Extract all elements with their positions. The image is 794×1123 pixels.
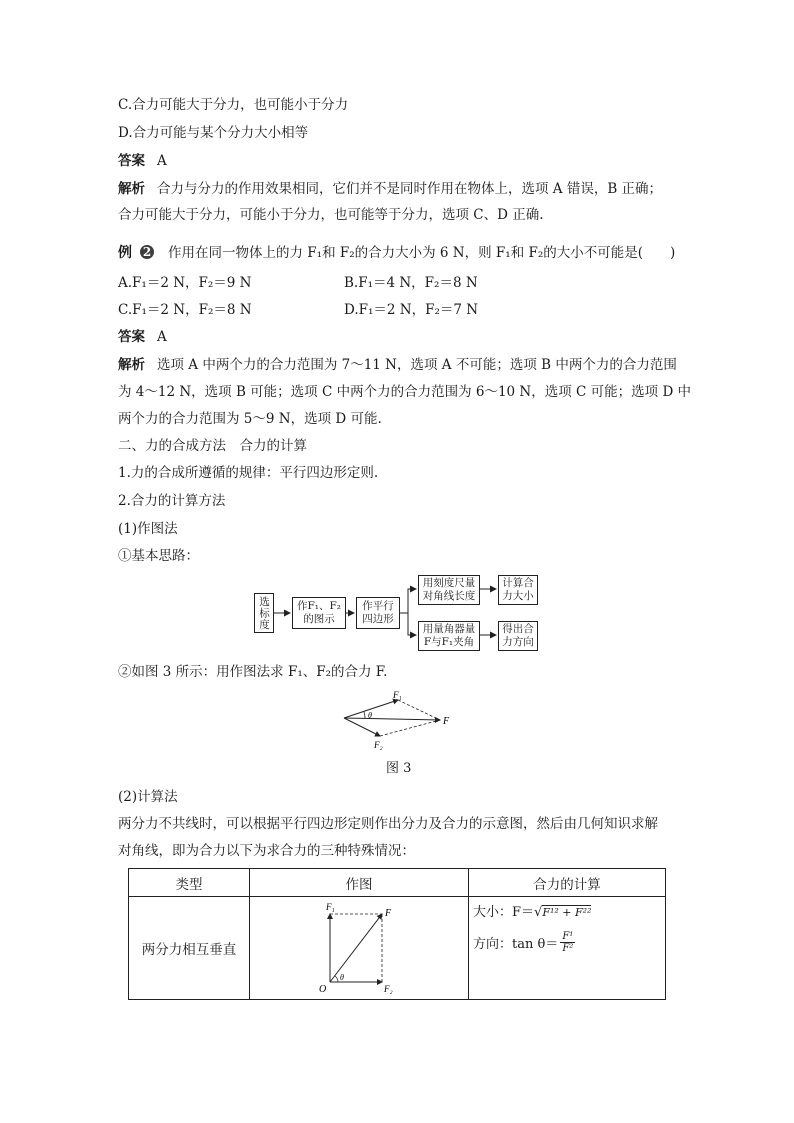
table-row: [129, 897, 666, 1000]
analysis-1-line-1: [118, 180, 662, 198]
table-header-row: [129, 869, 666, 897]
figure3-f-label: F: [443, 716, 450, 727]
option-c2: C.F₁＝2 N，F₂＝8 N: [118, 302, 252, 318]
flow-box-text: 力方向: [502, 636, 534, 648]
answer-value: A: [157, 329, 167, 345]
flowchart: [250, 575, 560, 655]
example-label: 例: [118, 245, 132, 261]
magnitude-label: 大小：F＝: [473, 905, 535, 920]
option-d: D.合力可能与某个分力大小相等: [118, 125, 309, 141]
analysis-text: 合力与分力的作用效果相同，它们并不是同时作用在物体上，选项 A 错误，B 正确；: [157, 181, 663, 197]
flow-box-text: 用刻度尺量: [422, 577, 476, 589]
sqrt-sign: √: [534, 905, 543, 920]
answer-1: [118, 152, 167, 170]
item-2: 2.合力的计算方法: [118, 493, 226, 509]
figure-3: [336, 688, 460, 752]
table-cell-calculation: [469, 897, 666, 1000]
flow-box-text: 选标度: [258, 595, 270, 631]
direction-label: 方向：tan θ＝: [473, 937, 559, 952]
flow-box-text: 的图示: [303, 613, 335, 625]
figure3-f1-label: F₁: [393, 690, 402, 700]
flow-box-parallelogram: [356, 597, 400, 629]
magnitude-formula: [473, 901, 591, 920]
step-1: ①基本思路：: [118, 548, 199, 564]
diagram-theta-label: θ: [340, 973, 344, 982]
flow-box-direction: [498, 621, 538, 651]
analysis-2-line-1: [118, 356, 677, 374]
diagram-f1-label: F₁: [326, 902, 335, 912]
fraction-denominator: F²: [562, 943, 574, 954]
table-header-diagram: 作图: [250, 869, 469, 897]
flow-box-text: 计算合: [502, 577, 534, 589]
analysis-label: 解析: [118, 181, 145, 197]
flow-box-text: 力大小: [502, 590, 534, 602]
figure3-f2-label: F₂: [374, 740, 383, 750]
flow-box-draw-forces: [292, 597, 346, 629]
table-cell-diagram: [250, 897, 469, 1000]
option-b: B.F₁＝4 N，F₂＝8 N: [344, 275, 478, 291]
flow-box-text: 得出合: [502, 623, 534, 635]
analysis-2-line-2: 为 4～12 N，选项 B 可能；选项 C 中两个力的合力范围为 6～10 N，选项 C 可能；选项 D 中: [118, 384, 692, 400]
table-header-type: 类型: [129, 869, 250, 897]
sqrt-radicand: F¹² + F²²: [542, 906, 592, 919]
fraction-numerator: F¹: [562, 931, 574, 942]
flow-box-text: 对角线长度: [422, 590, 476, 602]
analysis-2-line-3: 两个力的合力范围为 5～9 N，选项 D 可能.: [118, 411, 382, 427]
flow-box-measure-length: [418, 575, 480, 605]
option-d2: D.F₁＝2 N，F₂＝7 N: [344, 302, 479, 318]
flow-box-text: F与F₁夹角: [423, 636, 475, 648]
analysis-label: 解析: [118, 357, 145, 373]
answer-label: 答案: [118, 153, 145, 169]
perpendicular-forces-diagram: [318, 900, 418, 996]
flow-box-text: 作平行: [362, 600, 394, 612]
flow-box-measure-angle: [418, 621, 480, 651]
section-heading: 二、力的合成方法 合力的计算: [118, 438, 307, 454]
options-row-1: [118, 274, 251, 292]
figure3-theta-label: θ: [368, 711, 372, 720]
answer-label: 答案: [118, 329, 145, 345]
diagram-f-label: F: [385, 908, 392, 919]
table-header-calculation: 合力的计算: [469, 869, 666, 897]
figure-3-caption: 图 3: [386, 761, 412, 776]
example-text: 作用在同一物体上的力 F₁和 F₂的合力大小为 6 N，则 F₁和 F₂的大小不可能是( ): [168, 245, 676, 261]
analysis-1-line-2: 合力可能大于分力，可能小于分力，也可能等于分力，选项 C、D 正确.: [118, 207, 544, 223]
item-1: 1.力的合成所遵循的规律：平行四边形定则.: [118, 465, 379, 481]
example-number-badge: 2: [140, 245, 154, 259]
method-1: (1)作图法: [118, 521, 178, 537]
calc-line-1: 两分力不共线时，可以根据平行四边形定则作出分力及合力的示意图，然后由几何知识求解: [118, 816, 658, 832]
step-2: ②如图 3 所示：用作图法求 F₁、F₂的合力 F.: [118, 664, 388, 680]
options-row-2: [118, 301, 252, 319]
flow-box-text: 四边形: [362, 613, 394, 625]
method-2: (2)计算法: [118, 789, 178, 805]
flow-box-select-scale: [254, 593, 274, 633]
flow-box-compute-magnitude: [498, 575, 538, 605]
answer-2: [118, 328, 167, 346]
analysis-text: 选项 A 中两个力的合力范围为 7～11 N，选项 A 不可能；选项 B 中两个力的合力范围: [157, 357, 677, 373]
special-cases-table: [128, 868, 666, 1000]
option-c: C.合力可能大于分力，也可能小于分力: [118, 97, 349, 113]
flow-box-text: 作F₁、F₂: [297, 600, 341, 612]
flow-box-text: 用量角器量: [422, 623, 476, 635]
diagram-origin-label: O: [319, 984, 327, 995]
answer-value: A: [157, 153, 167, 169]
table-cell-type: 两分力相互垂直: [129, 897, 250, 1000]
example-2-heading: [118, 244, 675, 262]
direction-formula: [473, 931, 575, 954]
option-a: A.F₁＝2 N，F₂＝9 N: [118, 275, 252, 291]
diagram-f2-label: F₂: [384, 984, 393, 994]
calc-line-2: 对角线，即为合力以下为求合力的三种特殊情况：: [118, 843, 415, 859]
fraction: [560, 931, 575, 954]
